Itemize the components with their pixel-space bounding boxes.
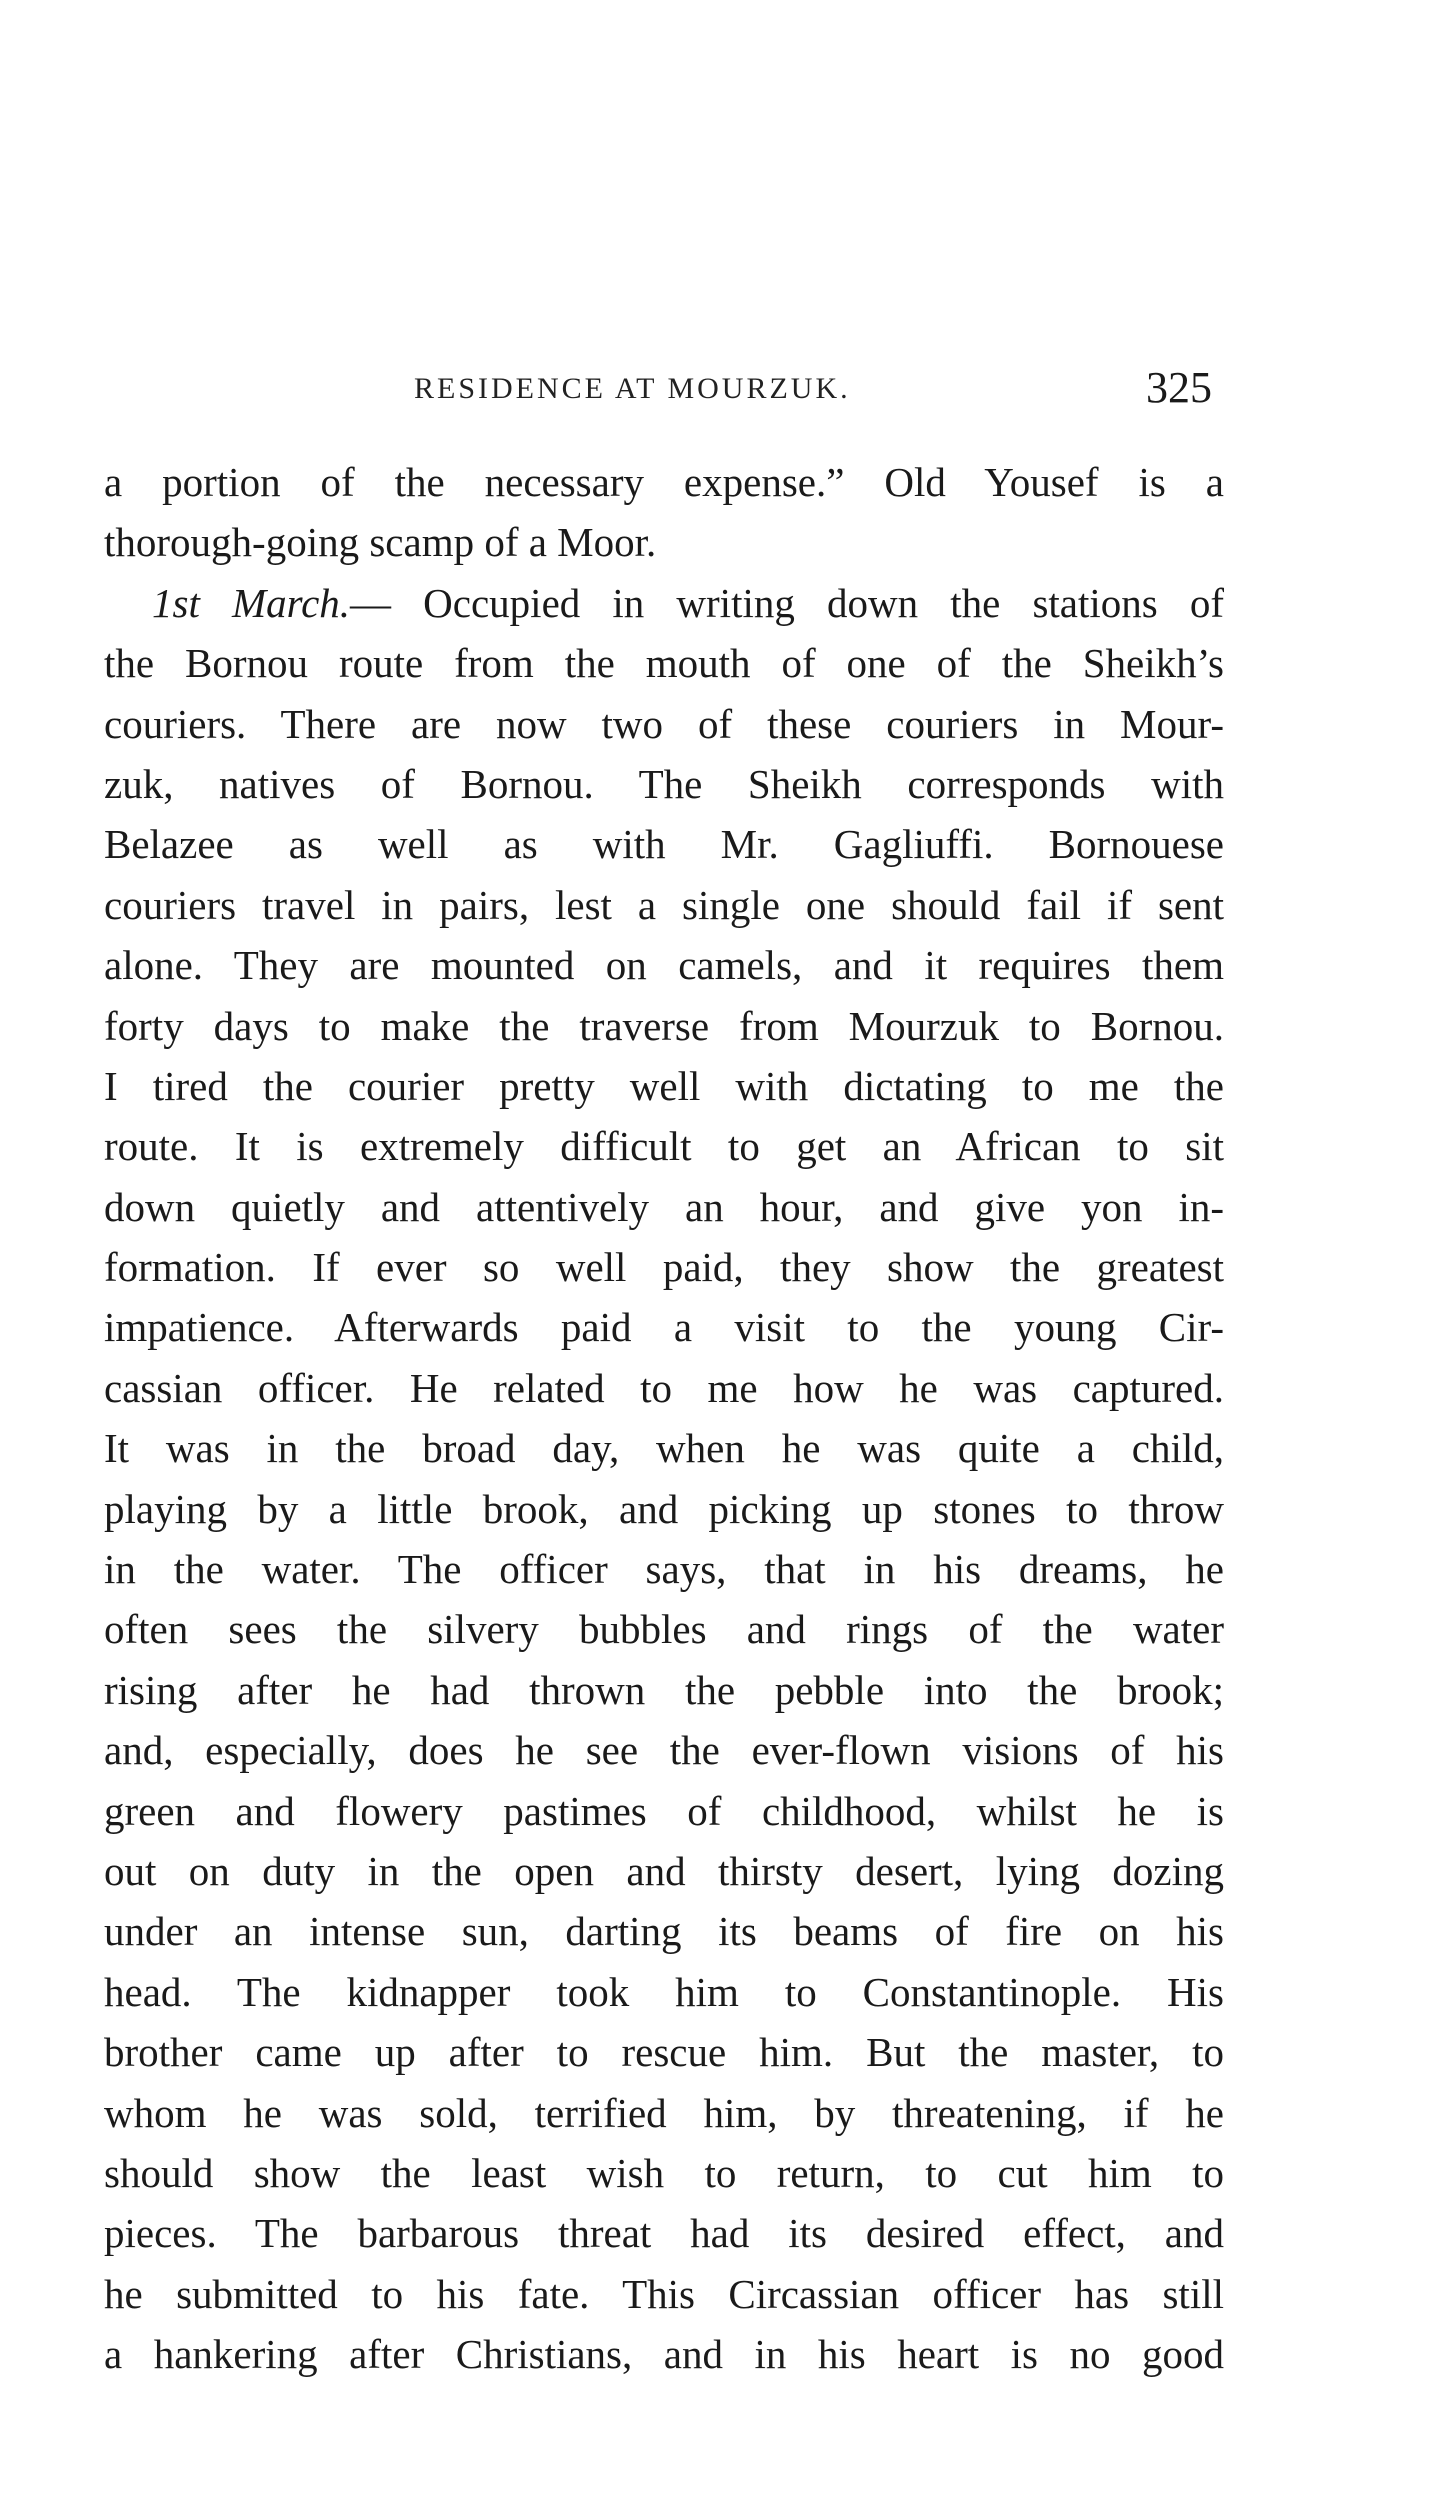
text-line: and, especially, does he see the ever-flown visions of his: [104, 1727, 1224, 1774]
text-line: down quietly and attentively an hour, and give yon in-: [104, 1183, 1224, 1230]
text-line: zuk, natives of Bornou. The Sheikh corresponds with: [104, 760, 1224, 807]
text-line: pieces. The barbarous threat had its desired effect, and: [104, 2210, 1224, 2257]
text-line: a hankering after Christians, and in his heart is no good: [104, 2331, 1224, 2378]
text-line: in the water. The officer says, that in his dreams, he: [104, 1546, 1224, 1593]
text-line: playing by a little brook, and picking up stones to throw: [104, 1485, 1224, 1532]
text-line: whom he was sold, terrified him, by threatening, if he: [104, 2089, 1224, 2136]
text-line: a portion of the necessary expense.” Old Yousef is a: [104, 459, 1224, 505]
text-line: under an intense sun, darting its beams of fire on his: [104, 1908, 1224, 1955]
text-line: the Bornou route from the mouth of one of the Sheikh’s: [104, 640, 1224, 687]
text-line: I tired the courier pretty well with dictating to me the: [104, 1062, 1224, 1109]
text-line: thorough-going scamp of a Moor.: [104, 519, 657, 566]
text-line: alone. They are mounted on camels, and it requires them: [104, 942, 1224, 989]
text-line: green and flowery pastimes of childhood, whilst he is: [104, 1787, 1224, 1834]
text-line: brother came up after to rescue him. But the master, to: [104, 2029, 1224, 2076]
text-line: rising after he had thrown the pebble into the brook;: [104, 1666, 1224, 1713]
text-line: route. It is extremely difficult to get an African to sit: [104, 1123, 1224, 1170]
text-line: forty days to make the traverse from Mourzuk to Bornou.: [104, 1002, 1224, 1049]
text-line: couriers. There are now two of these couriers in Mour-: [104, 700, 1224, 747]
page-header: [104, 362, 1224, 422]
text-line: out on duty in the open and thirsty desert, lying dozing: [104, 1847, 1224, 1894]
text-line: couriers travel in pairs, lest a single one should fail if sent: [104, 881, 1224, 928]
text-line: impatience. Afterwards paid a visit to the young Cir-: [104, 1304, 1224, 1351]
text-line: often sees the silvery bubbles and rings of the water: [104, 1606, 1224, 1653]
text-line: formation. If ever so well paid, they show the greatest: [104, 1244, 1224, 1291]
text-line-dated: [104, 573, 1224, 633]
body-text: [104, 452, 1224, 2385]
page-number: 325: [1146, 363, 1212, 412]
text-line: cassian officer. He related to me how he was captured.: [104, 1364, 1224, 1411]
text-line: It was in the broad day, when he was quite a child,: [104, 1425, 1224, 1472]
date-prefix: 1st: [152, 579, 200, 626]
text-line: head. The kidnapper took him to Constantinople. His: [104, 1968, 1224, 2015]
text-line: should show the least wish to return, to cut him to: [104, 2149, 1224, 2196]
text-line: he submitted to his fate. This Circassian officer has still: [104, 2270, 1224, 2317]
date-month: March.— Occupied in writing down the stations of: [232, 579, 1224, 626]
running-title: RESIDENCE AT MOURZUK.: [414, 372, 851, 405]
text-line: Belazee as well as with Mr. Gagliuffi. Bornouese: [104, 821, 1224, 868]
